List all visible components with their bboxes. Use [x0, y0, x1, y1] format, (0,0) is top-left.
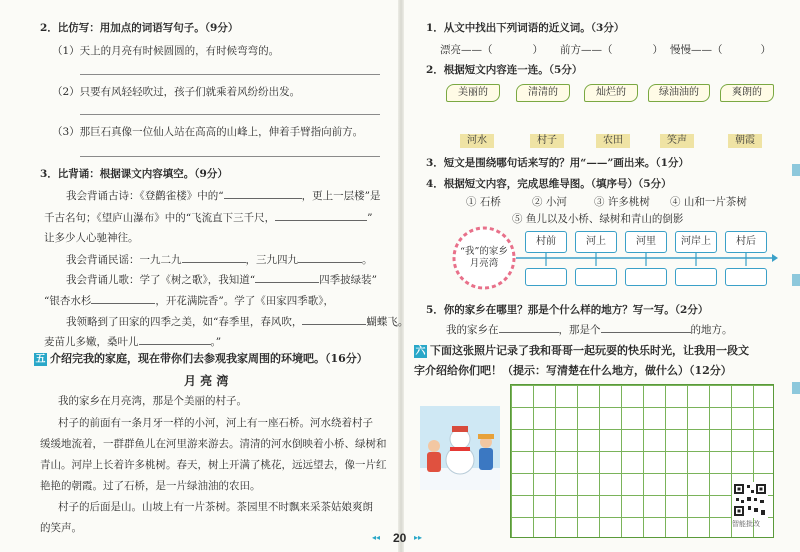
- text: 蝴蝶飞。: [366, 316, 409, 328]
- text: 慢慢——（: [670, 44, 723, 56]
- r-q5-title: 5．你的家乡在哪里？那是个什么样的地方？写一写。（2分）: [426, 304, 709, 316]
- next-arrows-icon: ▸▸: [414, 533, 423, 542]
- edge-marker: [792, 382, 800, 394]
- text: 我领略到了田家的四季之美，如“春季里，春风吹，: [66, 316, 303, 328]
- text: ，三九四九: [245, 254, 298, 266]
- fill-blank[interactable]: [601, 322, 691, 333]
- text: ）: [652, 44, 663, 56]
- section-badge: 六: [415, 346, 426, 357]
- mind-map-center: “我”的家乡 月亮湾: [460, 246, 508, 269]
- page-fold: [398, 0, 404, 552]
- answer-box[interactable]: [675, 268, 717, 286]
- text: 前方——（: [560, 44, 613, 56]
- text: ”: [367, 212, 373, 224]
- fill-blank[interactable]: [499, 322, 559, 333]
- q3-line-5: [66, 272, 377, 287]
- text: 我的家乡在: [446, 324, 499, 336]
- text: 的地方。: [690, 324, 733, 336]
- answer-box[interactable]: [525, 268, 567, 286]
- text: 我会背诵民谣：一九二九: [66, 254, 182, 266]
- text: ，更上一层楼”是: [301, 190, 381, 202]
- prev-arrows-icon: ◂◂: [372, 533, 381, 542]
- text: 。”: [210, 336, 222, 348]
- answer-box[interactable]: [725, 268, 767, 286]
- q2-sentence-2: （2）只要有风轻轻吹过，孩子们就乘着风纷纷出发。: [52, 86, 301, 98]
- text: 。: [362, 254, 373, 266]
- article-line: 艳艳的朝霞。过了石桥，是一片绿油油的农田。: [40, 480, 261, 492]
- r-q1-item: [670, 42, 771, 57]
- article-title: 月 亮 湾: [184, 374, 229, 388]
- axis-arrow: [772, 254, 778, 262]
- map-node: 河上: [575, 231, 617, 253]
- adjective-card[interactable]: 爽朗的: [720, 84, 774, 102]
- child-head-icon: [428, 440, 440, 452]
- article-line: 缓缓地流着，一群群鱼儿在河里游来游去。清清的河水倒映着小桥、绿树和: [40, 438, 387, 450]
- answer-box[interactable]: [625, 268, 667, 286]
- map-node: 河岸上: [675, 231, 717, 253]
- q3-line-3: 让多少人心驰神往。: [44, 232, 139, 244]
- qr-label: 智能批改: [732, 520, 760, 528]
- text: 漂亮——（: [440, 44, 493, 56]
- adjective-card[interactable]: 清清的: [516, 84, 570, 102]
- scarf-icon: [450, 447, 470, 451]
- q3-line-1: [66, 188, 381, 203]
- article-line: 村子的后面是山。山坡上有一片茶树。茶园里不时飘来采茶姑娘爽朗: [58, 501, 373, 513]
- map-node: 河里: [625, 231, 667, 253]
- r-q1-item: [560, 42, 663, 57]
- text: ，开花满院香”。学了《田家四季歌》，: [155, 295, 334, 307]
- noun-tag[interactable]: 河水: [460, 134, 494, 148]
- r-q4-title: 4．根据短文内容，完成思维导图。（填序号）（5分）: [426, 178, 672, 190]
- section-6-heading: [414, 342, 749, 358]
- map-node: 村后: [725, 231, 767, 253]
- noun-tag[interactable]: 笑声: [660, 134, 694, 148]
- text: 我会背诵儿歌：学了《树之歌》，我知道“: [66, 274, 256, 286]
- text: 四季披绿装”: [319, 274, 377, 286]
- fill-blank[interactable]: [139, 334, 211, 345]
- option: ② 小河: [532, 196, 567, 208]
- edge-marker: [792, 274, 800, 286]
- r-q3-title: 3．短文是围绕哪句话来写的？用“——”画出来。（1分）: [426, 157, 689, 169]
- r-q2-title: 2．根据短文内容连一连。（5分）: [426, 64, 583, 76]
- text: 千古名句；《望庐山瀑布》中的“飞流直下三千尺，: [44, 212, 276, 224]
- snowman-photo: [420, 406, 500, 490]
- answer-line[interactable]: [80, 156, 380, 157]
- fill-blank[interactable]: [298, 252, 362, 263]
- text: “银杏水杉: [44, 295, 92, 307]
- text: 我会背诵古诗：《登鹳雀楼》中的“: [66, 190, 224, 202]
- fill-blank[interactable]: [224, 188, 302, 199]
- snowman-hat-icon: [452, 426, 468, 432]
- section-5-heading: [34, 350, 368, 366]
- q3-line-4: [66, 252, 373, 267]
- article-line: 的笑声。: [40, 522, 82, 534]
- answer-line[interactable]: [80, 74, 380, 75]
- adjective-card[interactable]: 绿油油的: [648, 84, 710, 102]
- text: ，那是个: [558, 324, 601, 336]
- section-6-subheading: 字介绍给你们吧！（提示：写清楚在什么地方，做什么）（12分）: [414, 364, 732, 377]
- article-para-1: 我的家乡在月亮湾，那是个美丽的村子。: [58, 395, 247, 407]
- text: ）: [760, 44, 771, 56]
- adjective-card[interactable]: 灿烂的: [584, 84, 638, 102]
- q3-line-2: [44, 210, 373, 225]
- r-q1-title: 1．从文中找出下列词语的近义词。（3分）: [426, 22, 625, 34]
- section-badge: 五: [35, 354, 46, 365]
- answer-line[interactable]: [80, 114, 380, 115]
- r-q1-item: [440, 42, 543, 57]
- fill-blank[interactable]: [302, 314, 366, 325]
- text: 麦苗儿多嫩，桑叶儿: [44, 336, 139, 348]
- q2-sentence-1: （1）天上的月亮有时候圆圆的，有时候弯弯的。: [52, 45, 280, 57]
- fill-blank[interactable]: [275, 210, 367, 221]
- q3-line-6: [44, 293, 334, 308]
- fill-blank[interactable]: [182, 252, 246, 263]
- article-line: 青山。河岸上长着许多桃树。春天，树上开满了桃花，远远望去，像一片红: [40, 459, 387, 471]
- q2-title: 2．比仿写：用加点的词语写句子。（9分）: [40, 22, 239, 34]
- page-number: 20: [393, 531, 407, 545]
- section-title: 介绍完我的家庭，现在带你们去参观我家周围的环境吧。（16分）: [50, 352, 368, 365]
- r-q5-line: [446, 322, 733, 337]
- child-hat-icon: [478, 434, 494, 439]
- q3-line-7: [66, 314, 408, 329]
- noun-tag[interactable]: 农田: [596, 134, 630, 148]
- noun-tag[interactable]: 村子: [530, 134, 564, 148]
- map-node: 村前: [525, 231, 567, 253]
- option: ④ 山和一片茶树: [670, 196, 747, 208]
- edge-marker: [792, 164, 800, 176]
- option: ⑤ 鱼儿以及小桥、绿树和青山的倒影: [512, 213, 684, 225]
- adjective-card[interactable]: 美丽的: [446, 84, 500, 102]
- section-title: 下面这张照片记录了我和哥哥一起玩耍的快乐时光，让我用一段文: [430, 344, 749, 357]
- child-body-icon: [427, 452, 441, 472]
- q2-sentence-3: （3）那巨石真像一位仙人站在高高的山峰上，伸着手臂指向前方。: [52, 126, 364, 138]
- noun-tag[interactable]: 朝霞: [728, 134, 762, 148]
- qr-code-icon[interactable]: [732, 482, 768, 518]
- child-body-icon: [479, 448, 493, 470]
- answer-box[interactable]: [575, 268, 617, 286]
- fill-blank[interactable]: [91, 293, 155, 304]
- article-line: 村子的前面有一条月牙一样的小河，河上有一座石桥。河水绕着村子: [58, 417, 373, 429]
- option: ① 石桥: [466, 196, 501, 208]
- q3-line-8: [44, 334, 221, 349]
- q3-title: 3．比背诵：根据课文内容填空。（9分）: [40, 168, 228, 180]
- fill-blank[interactable]: [255, 272, 319, 283]
- text: ）: [532, 44, 543, 56]
- option: ③ 许多桃树: [594, 196, 650, 208]
